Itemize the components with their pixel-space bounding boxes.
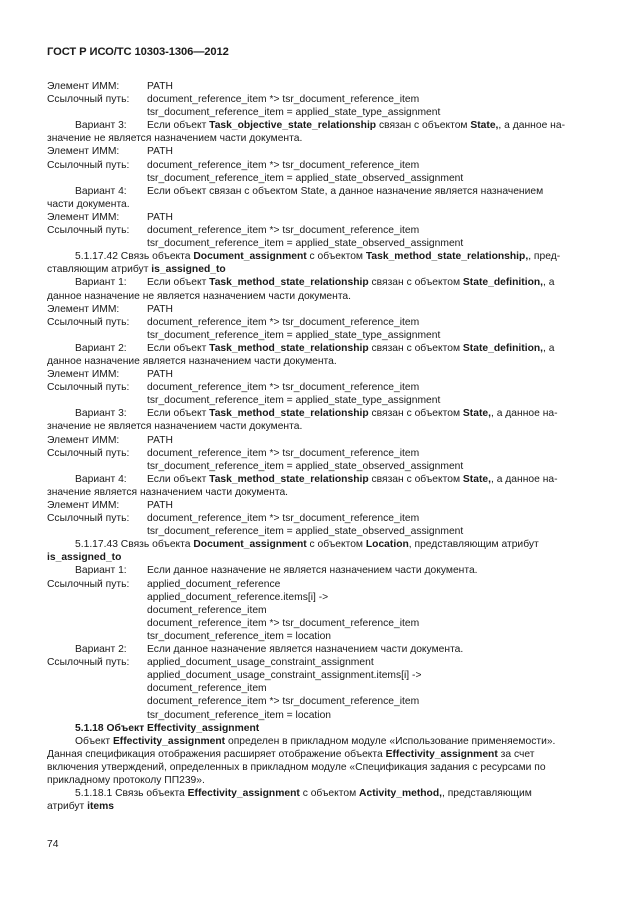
path-cont: tsr_document_reference_item = applied_state_type_assignment [147,395,441,407]
variant-line: Вариант 2: Если данное назначение является назначением части документа. [75,644,464,656]
element-line: Элемент ИММ: PATH [47,500,173,511]
page-number: 74 [47,839,59,850]
page-header: ГОСТ Р ИСО/ТС 10303-1306—2012 [47,46,229,58]
variant-line: Вариант 3: Если объект Task_method_state_relationship связан с объектом State,, а данное на- [75,408,558,420]
path-cont: applied_document_usage_constraint_assignment.items[i] -> [147,670,422,682]
element-line: Элемент ИММ: PATH [47,303,173,315]
section-5-1-18-title: 5.1.18 Объект Effectivity_assignment [75,722,260,734]
path-line: Ссылочный путь: document_reference_item *> tsr_document_reference_item [47,382,420,394]
path-line: Ссылочный путь: applied_document_reference [47,578,281,590]
path-cont: document_reference_item [147,604,267,616]
element-line: Элемент ИММ: PATH [47,434,173,446]
section-5-1-18-line: Данная спецификация отображения расширяет отображение объекта Effectivity_assignment за счет [47,748,535,760]
variant-cont: данное назначение является назначением части документа. [47,355,337,367]
path-cont: tsr_document_reference_item = applied_state_observed_assignment [147,172,464,184]
path-line: Ссылочный путь: document_reference_item *> tsr_document_reference_item [47,159,420,171]
paragraph-cont: is_assigned_to [47,552,122,564]
path-cont: tsr_document_reference_item = applied_state_observed_assignment [147,526,464,538]
paragraph-5-1-17-43: 5.1.17.43 Связь объекта Document_assignment с объектом Location, представляющим атрибут [75,539,539,551]
variant-line: Вариант 4: Если объект Task_method_state_relationship связан с объектом State,, а данное на- [75,473,558,485]
variant-cont: значение не является назначением части документа. [47,133,303,145]
variant-cont: данное назначение не является назначением части документа. [47,290,352,302]
path-cont: document_reference_item [147,683,267,695]
path-cont: tsr_document_reference_item = applied_state_type_assignment [147,107,441,119]
path-cont: document_reference_item *> tsr_document_reference_item [147,617,420,629]
element-line: Элемент ИММ: PATH [47,146,173,158]
element-line: Элемент ИММ: PATH [47,211,173,223]
variant-line: Вариант 4: Если объект связан с объектом State, а данное назначение является назначением [75,185,544,197]
path-line: Ссылочный путь: document_reference_item *> tsr_document_reference_item [47,513,420,525]
document-body [47,80,585,813]
path-cont: document_reference_item *> tsr_document_reference_item [147,696,420,708]
paragraph-cont: ставляющим атрибут is_assigned_to [47,264,226,276]
element-line: Элемент ИММ: PATH [47,369,173,381]
section-5-1-18-line: включения утверждений, определенных в прикладном модуле «Спецификация задания с ресурсами по [47,761,546,773]
path-line: Ссылочный путь: document_reference_item *> tsr_document_reference_item [47,316,420,328]
variant-line: Вариант 1: Если данное назначение не является назначением части документа. [75,565,478,577]
path-cont: tsr_document_reference_item = applied_state_type_assignment [147,329,441,341]
section-5-1-18-para: Объект Effectivity_assignment определен в прикладном модуле «Использование применяемости». [75,735,556,747]
path-cont: applied_document_reference.items[i] -> [147,591,329,603]
paragraph-cont: атрибут items [47,801,114,813]
path-line: Ссылочный путь: document_reference_item *> tsr_document_reference_item [47,94,420,106]
variant-cont: значение является назначением части документа. [47,486,289,498]
path-line: Ссылочный путь: document_reference_item *> tsr_document_reference_item [47,447,420,459]
variant-cont: значение не является назначением части документа. [47,421,303,433]
paragraph-5-1-17-42: 5.1.17.42 Связь объекта Document_assignment с объектом Task_method_state_relationship,, пред- [75,251,561,263]
path-cont: tsr_document_reference_item = location [147,630,332,642]
paragraph-5-1-18-1: 5.1.18.1 Связь объекта Effectivity_assignment с объектом Activity_method,, представляющим [75,788,532,800]
section-5-1-18-line: прикладному протоколу ПП239». [47,774,205,786]
element-line: Элемент ИММ: PATH [47,81,173,92]
path-line: Ссылочный путь: document_reference_item *> tsr_document_reference_item [47,225,420,237]
variant-line: Вариант 1: Если объект Task_method_state_relationship связан с объектом State_definition,, а [75,277,555,289]
variant-line: Вариант 2: Если объект Task_method_state_relationship связан с объектом State_definition,, а [75,342,555,354]
path-cont: tsr_document_reference_item = location [147,709,332,721]
path-cont: tsr_document_reference_item = applied_state_observed_assignment [147,238,464,250]
variant-cont: части документа. [47,198,130,210]
variant-line: Вариант 3: Если объект Task_objective_state_relationship связан с объектом State,, а данное на- [75,120,565,132]
path-line: Ссылочный путь: applied_document_usage_constraint_assignment [47,657,374,669]
path-cont: tsr_document_reference_item = applied_state_observed_assignment [147,460,464,472]
